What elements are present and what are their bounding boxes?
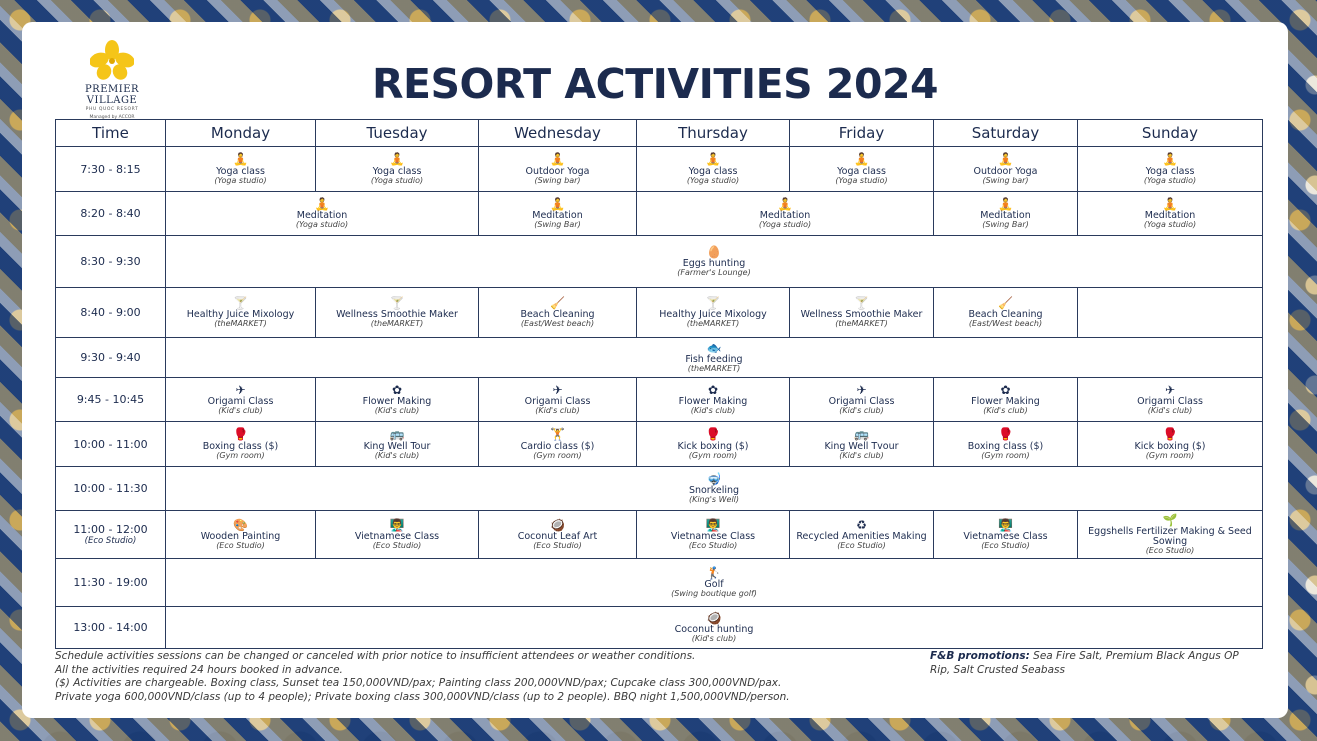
activity-cell — [479, 288, 637, 338]
flower-icon: ✿ — [391, 382, 403, 397]
meditation-icon: 🧘 — [1162, 196, 1178, 211]
coconut-icon: 🥥 — [706, 610, 722, 625]
activity-location: (Farmer's Lounge) — [677, 268, 751, 278]
activity-cell — [637, 192, 934, 236]
time-slot — [56, 559, 166, 607]
fb-promotions-label: F&B promotions: — [930, 650, 1030, 662]
beach-cleaning-icon: 🧹 — [550, 295, 565, 310]
activity-location: (Yoga studio) — [295, 220, 349, 230]
brand-name: PREMIER VILLAGE — [84, 84, 140, 106]
activity — [637, 519, 789, 551]
schedule-row — [56, 467, 1263, 511]
activity-name: Origami Class — [1137, 396, 1203, 408]
yoga-icon: 🧘 — [233, 152, 248, 167]
time-slot-label: 8:40 - 9:00 — [80, 306, 141, 319]
activity — [166, 473, 1262, 505]
activity-cell — [934, 511, 1078, 559]
activity-cell — [316, 511, 479, 559]
boxing-glove-icon: 🥊 — [998, 427, 1013, 442]
activity-name: Wellness Smoothie Maker — [800, 309, 923, 321]
origami-icon: ✈ — [235, 382, 246, 397]
activity-location: (Gym room) — [1145, 450, 1195, 460]
activity-location: (East/West beach) — [968, 319, 1043, 329]
activity-cell — [316, 378, 479, 422]
activity-cell — [166, 607, 1263, 649]
activity-location: (Swing Bar) — [982, 220, 1029, 230]
activity-location: (Kid's club) — [535, 406, 580, 416]
activity-name: King Well Tour — [363, 440, 431, 452]
activity-cell — [1078, 378, 1263, 422]
activity-name: Vietnamese Class — [670, 531, 756, 543]
activity-cell — [166, 511, 316, 559]
time-slot-label: 8:20 - 8:40 — [80, 207, 141, 220]
activity-location: (Swing bar) — [982, 175, 1029, 185]
activity — [166, 342, 1262, 374]
meditation-icon: 🧘 — [777, 196, 793, 211]
activity-name: Kick boxing ($) — [1134, 440, 1206, 452]
yoga-icon: 🧘 — [1162, 152, 1178, 167]
schedule-row — [56, 288, 1263, 338]
time-slot-label: 11:30 - 19:00 — [73, 576, 148, 589]
activity-cell — [316, 147, 479, 192]
activity-cell — [934, 288, 1078, 338]
footer-note: Private yoga 600,000VND/class (up to 4 people); Private boxing class 300,000VND/class (up to 2 people). BBQ night 1,500,000VND/person. — [55, 690, 790, 703]
activity — [166, 612, 1262, 644]
time-slot-label: 8:30 - 9:30 — [80, 255, 141, 268]
activity — [316, 384, 478, 416]
activity-location: (Swing boutique golf) — [671, 589, 757, 599]
meditation-icon: 🧘 — [314, 196, 330, 211]
activity-location: (East/West beach) — [520, 319, 595, 329]
activity-name: Outdoor Yoga — [973, 165, 1038, 177]
activity-name: Yoga class — [1145, 165, 1195, 177]
activity-name: Recycled Amenities Making — [796, 531, 927, 543]
activity-location: (Eco Studio) — [372, 541, 422, 551]
time-slot — [56, 236, 166, 288]
activity-name: King Well Tvour — [824, 440, 899, 452]
activities-schedule-table — [55, 119, 1263, 649]
activity — [166, 297, 315, 329]
schedule-row — [56, 559, 1263, 607]
activity — [166, 428, 315, 460]
fb-promotions-text: Sea Fire Salt, Premium Black Angus OP Rip, Salt Crusted Seabass — [930, 650, 1239, 676]
activity-location: (theMARKET) — [370, 319, 424, 329]
managed-by: Managed by ACCOR — [89, 115, 135, 120]
time-slot — [56, 288, 166, 338]
activity-name: Meditation — [296, 210, 348, 222]
activity-name: Origami Class — [828, 396, 895, 408]
activity-name: Wooden Painting — [200, 531, 281, 543]
activity-name: Snorkeling — [688, 485, 740, 497]
activity-name: Eggshells Fertilizer Making & Seed Sowing — [1088, 526, 1252, 548]
time-slot-label: 9:45 - 10:45 — [76, 393, 145, 406]
teacher-icon: 👨‍🏫 — [389, 517, 405, 532]
flower-icon: ✿ — [1000, 382, 1011, 397]
activity — [1078, 153, 1262, 185]
day-header-tuesday: Tuesday — [316, 120, 479, 147]
time-slot-label: 9:30 - 9:40 — [80, 351, 141, 364]
activity-cell — [1078, 192, 1263, 236]
activity-location: (Kid's club) — [691, 634, 737, 644]
activity — [479, 519, 636, 551]
activity-location: (Kid's club) — [1147, 406, 1193, 416]
activity-cell — [166, 236, 1263, 288]
cocktail-icon: 🍸 — [389, 295, 405, 310]
activity-name: Boxing class ($) — [967, 440, 1044, 452]
activity-cell — [479, 147, 637, 192]
activity-cell — [934, 192, 1078, 236]
activity-location: (Eco Studio) — [688, 541, 738, 551]
egg-icon: 🥚 — [706, 244, 722, 259]
time-slot-label: 13:00 - 14:00 — [73, 621, 148, 634]
activity — [479, 297, 636, 329]
activity — [934, 198, 1077, 230]
activity — [934, 153, 1077, 185]
activity-cell — [790, 288, 934, 338]
activity — [1078, 384, 1262, 416]
time-slot — [56, 147, 166, 192]
activity-location: (theMARKET) — [214, 319, 267, 329]
activity-name: Beach Cleaning — [968, 309, 1043, 321]
activity-name: Vietnamese Class — [963, 531, 1048, 543]
time-slot-location: (Eco Studio) — [84, 536, 137, 546]
origami-icon: ✈ — [552, 382, 563, 397]
time-slot — [56, 607, 166, 649]
activity-name: Kick boxing ($) — [677, 440, 749, 452]
activity — [166, 567, 1262, 599]
time-slot — [56, 378, 166, 422]
seedling-icon: 🌱 — [1162, 512, 1178, 527]
activity — [316, 519, 478, 551]
activity-cell — [790, 422, 934, 467]
activity-location: (Gym room) — [216, 450, 265, 460]
activity-location: (Swing Bar) — [534, 220, 581, 230]
schedule-row — [56, 607, 1263, 649]
activity-name: Flower Making — [678, 396, 748, 408]
activity-location: (Eco Studio) — [981, 541, 1030, 551]
activity-name: Coconut Leaf Art — [517, 531, 598, 543]
activity-name: Coconut hunting — [674, 624, 754, 636]
activity-location: (Yoga studio) — [370, 175, 424, 185]
cocktail-icon: 🍸 — [854, 295, 869, 310]
activity-location: (Yoga studio) — [758, 220, 812, 230]
activity-cell — [166, 147, 316, 192]
activity-cell — [1078, 288, 1263, 338]
activity-name: Fish feeding — [685, 354, 743, 366]
teacher-icon: 👨‍🏫 — [705, 517, 721, 532]
footer-note: ($) Activities are chargeable. Boxing class, Sunset tea 150,000VND/pax; Painting class 200,000VND/pax; Cupcake class 300,000VND/pax. — [55, 677, 782, 690]
painting-icon: 🎨 — [233, 517, 248, 532]
activity — [790, 384, 933, 416]
activity — [934, 428, 1077, 460]
activity — [1078, 198, 1262, 230]
time-slot-label: 10:00 - 11:30 — [73, 482, 148, 495]
activity — [1078, 428, 1262, 460]
footer-notes — [55, 650, 925, 705]
activity-location: (Yoga studio) — [1143, 220, 1197, 230]
time-slot — [56, 511, 166, 559]
activity-name: Beach Cleaning — [520, 309, 595, 321]
activity-location: (Gym room) — [533, 450, 582, 460]
activity — [166, 246, 1262, 278]
activity-location: (Swing bar) — [534, 175, 581, 185]
schedule-row — [56, 192, 1263, 236]
activity-location: (Yoga studio) — [1143, 175, 1197, 185]
day-header-saturday: Saturday — [934, 120, 1078, 147]
activity-cell — [166, 288, 316, 338]
activity-cell — [479, 422, 637, 467]
activity-cell — [166, 559, 1263, 607]
activity-cell — [1078, 422, 1263, 467]
yoga-icon: 🧘 — [998, 152, 1013, 167]
boxing-glove-icon: 🥊 — [1162, 427, 1178, 442]
activity-name: Yoga class — [837, 165, 886, 177]
activity-location: (Yoga studio) — [686, 175, 740, 185]
activity-name: Meditation — [980, 210, 1031, 222]
activity-location: (theMARKET) — [687, 364, 741, 374]
activity-name: Origami Class — [524, 396, 591, 408]
activity-name: Healthy Juice Mixology — [659, 309, 767, 321]
activity-location: (theMARKET) — [686, 319, 740, 329]
activity-cell — [637, 288, 790, 338]
time-slot — [56, 467, 166, 511]
time-slot-label: 10:00 - 11:00 — [73, 437, 148, 451]
day-header-monday: Monday — [166, 120, 316, 147]
activity-name: Eggs hunting — [682, 258, 746, 270]
time-slot-label: 11:00 - 12:00 — [73, 523, 148, 536]
activity-cell — [790, 147, 934, 192]
time-slot-label: 7:30 - 8:15 — [80, 162, 141, 176]
activity-cell — [316, 422, 479, 467]
activity — [790, 428, 933, 460]
activity — [166, 153, 315, 185]
activity-cell — [479, 378, 637, 422]
activity-name: Flower Making — [362, 396, 432, 408]
activity-location: (Yoga studio) — [214, 175, 267, 185]
activity — [934, 519, 1077, 551]
yoga-icon: 🧘 — [389, 152, 405, 167]
origami-icon: ✈ — [1164, 382, 1176, 397]
activity — [790, 153, 933, 185]
time-slot — [56, 192, 166, 236]
activity-cell — [316, 288, 479, 338]
activity — [479, 384, 636, 416]
activity — [166, 384, 315, 416]
activity-location: (Eco Studio) — [1145, 546, 1195, 556]
activity-name: Cardio class ($) — [520, 440, 595, 452]
activity-location: (Kid's club) — [839, 450, 884, 460]
yoga-icon: 🧘 — [854, 152, 869, 167]
activity-cell — [934, 378, 1078, 422]
activity-location: (Kid's club) — [374, 406, 420, 416]
activity-name: Meditation — [532, 210, 583, 222]
activity-name: Flower Making — [971, 396, 1040, 408]
yoga-icon: 🧘 — [705, 152, 721, 167]
boxing-glove-icon: 🥊 — [705, 427, 721, 442]
bus-icon: 🚌 — [389, 427, 405, 442]
activity-name: Vietnamese Class — [354, 531, 440, 543]
schedule-row — [56, 147, 1263, 192]
activity-name: Healthy Juice Mixology — [186, 309, 295, 321]
schedule-row — [56, 422, 1263, 467]
activity-cell — [637, 378, 790, 422]
cocktail-icon: 🍸 — [705, 295, 721, 310]
activity — [637, 297, 789, 329]
activity-name: Yoga class — [688, 165, 738, 177]
activity-name: Outdoor Yoga — [525, 165, 590, 177]
schedule-row — [56, 236, 1263, 288]
schedule-row — [56, 338, 1263, 378]
activity-location: (Kid's club) — [690, 406, 736, 416]
activity-cell — [479, 511, 637, 559]
activity — [479, 428, 636, 460]
activity — [790, 519, 933, 551]
yoga-icon: 🧘 — [550, 152, 565, 167]
time-column-header: Time — [56, 120, 166, 147]
meditation-icon: 🧘 — [550, 196, 565, 211]
activity-cell — [166, 422, 316, 467]
coconut-icon: 🥥 — [550, 517, 565, 532]
activity-cell — [1078, 147, 1263, 192]
activity — [637, 153, 789, 185]
activity-location: (Kid's club) — [218, 406, 263, 416]
activity-location: (Kid's club) — [983, 406, 1028, 416]
activity-cell — [637, 422, 790, 467]
activity-cell — [637, 147, 790, 192]
activity-location: (Eco Studio) — [837, 541, 886, 551]
activity-location: (Yoga studio) — [835, 175, 888, 185]
day-header-thursday: Thursday — [637, 120, 790, 147]
activity — [166, 198, 478, 230]
activity — [479, 153, 636, 185]
activity — [934, 297, 1077, 329]
activity-location: (Kid's club) — [374, 450, 420, 460]
activity — [316, 428, 478, 460]
activity-cell — [790, 511, 934, 559]
activity-location: (King's Well) — [688, 495, 740, 505]
activity-cell — [934, 422, 1078, 467]
activity — [166, 519, 315, 551]
activity-location: (Gym room) — [981, 450, 1030, 460]
activity-name: Golf — [704, 579, 724, 591]
golf-icon: 🏌 — [706, 565, 722, 580]
teacher-icon: 👨‍🏫 — [998, 517, 1013, 532]
fb-promotions — [930, 650, 1260, 677]
activity-cell — [166, 192, 479, 236]
activity-cell — [1078, 511, 1263, 559]
activity — [637, 428, 789, 460]
brand-subtitle: PHU QUOC RESORT — [85, 107, 139, 112]
snorkel-icon: 🤿 — [706, 471, 722, 486]
time-slot — [56, 422, 166, 467]
activity — [316, 153, 478, 185]
time-slot — [56, 338, 166, 378]
activity — [479, 198, 636, 230]
meditation-icon: 🧘 — [998, 196, 1013, 211]
day-header-wednesday: Wednesday — [479, 120, 637, 147]
activity-location: (Eco Studio) — [533, 541, 582, 551]
activity-name: Meditation — [759, 210, 811, 222]
activity-name: Wellness Smoothie Maker — [336, 309, 458, 321]
recycle-icon: ♻ — [856, 517, 867, 532]
bus-icon: 🚌 — [854, 427, 869, 442]
activity-location: (Eco Studio) — [216, 541, 265, 551]
activity-location: (Gym room) — [688, 450, 738, 460]
activity — [637, 198, 933, 230]
footer-note: All the activities required 24 hours booked in advance. — [55, 663, 343, 676]
schedule-row — [56, 511, 1263, 559]
boxing-glove-icon: 🥊 — [233, 427, 248, 442]
activity-name: Boxing class ($) — [202, 440, 279, 452]
activity — [316, 297, 478, 329]
cocktail-icon: 🍸 — [233, 295, 248, 310]
flower-icon: ✿ — [707, 382, 719, 397]
dumbbell-icon: 🏋 — [550, 427, 565, 442]
activity — [790, 297, 933, 329]
day-header-sunday: Sunday — [1078, 120, 1263, 147]
activity-name: Meditation — [1144, 210, 1196, 222]
activity-location: (theMARKET) — [835, 319, 888, 329]
fish-icon: 🐟 — [706, 340, 722, 355]
activity — [637, 384, 789, 416]
activity-name: Yoga class — [372, 165, 422, 177]
activity-cell — [166, 378, 316, 422]
activity — [934, 384, 1077, 416]
activity-cell — [166, 338, 1263, 378]
activity-name: Origami Class — [207, 396, 274, 408]
page-title: RESORT ACTIVITIES 2024 — [371, 60, 939, 108]
table-header-row — [56, 120, 1263, 147]
beach-cleaning-icon: 🧹 — [998, 295, 1013, 310]
schedule-row — [56, 378, 1263, 422]
footer-note: Schedule activities sessions can be changed or canceled with prior notice to insufficient attendees or weather conditions. — [55, 650, 696, 662]
activity-cell — [479, 192, 637, 236]
origami-icon: ✈ — [856, 382, 867, 397]
activity-cell — [166, 467, 1263, 511]
activity-location: (Kid's club) — [839, 406, 884, 416]
activity-cell — [790, 378, 934, 422]
activity — [1078, 514, 1262, 556]
activity-cell — [637, 511, 790, 559]
activity-name: Yoga class — [216, 165, 265, 177]
activity-cell — [934, 147, 1078, 192]
day-header-friday: Friday — [790, 120, 934, 147]
